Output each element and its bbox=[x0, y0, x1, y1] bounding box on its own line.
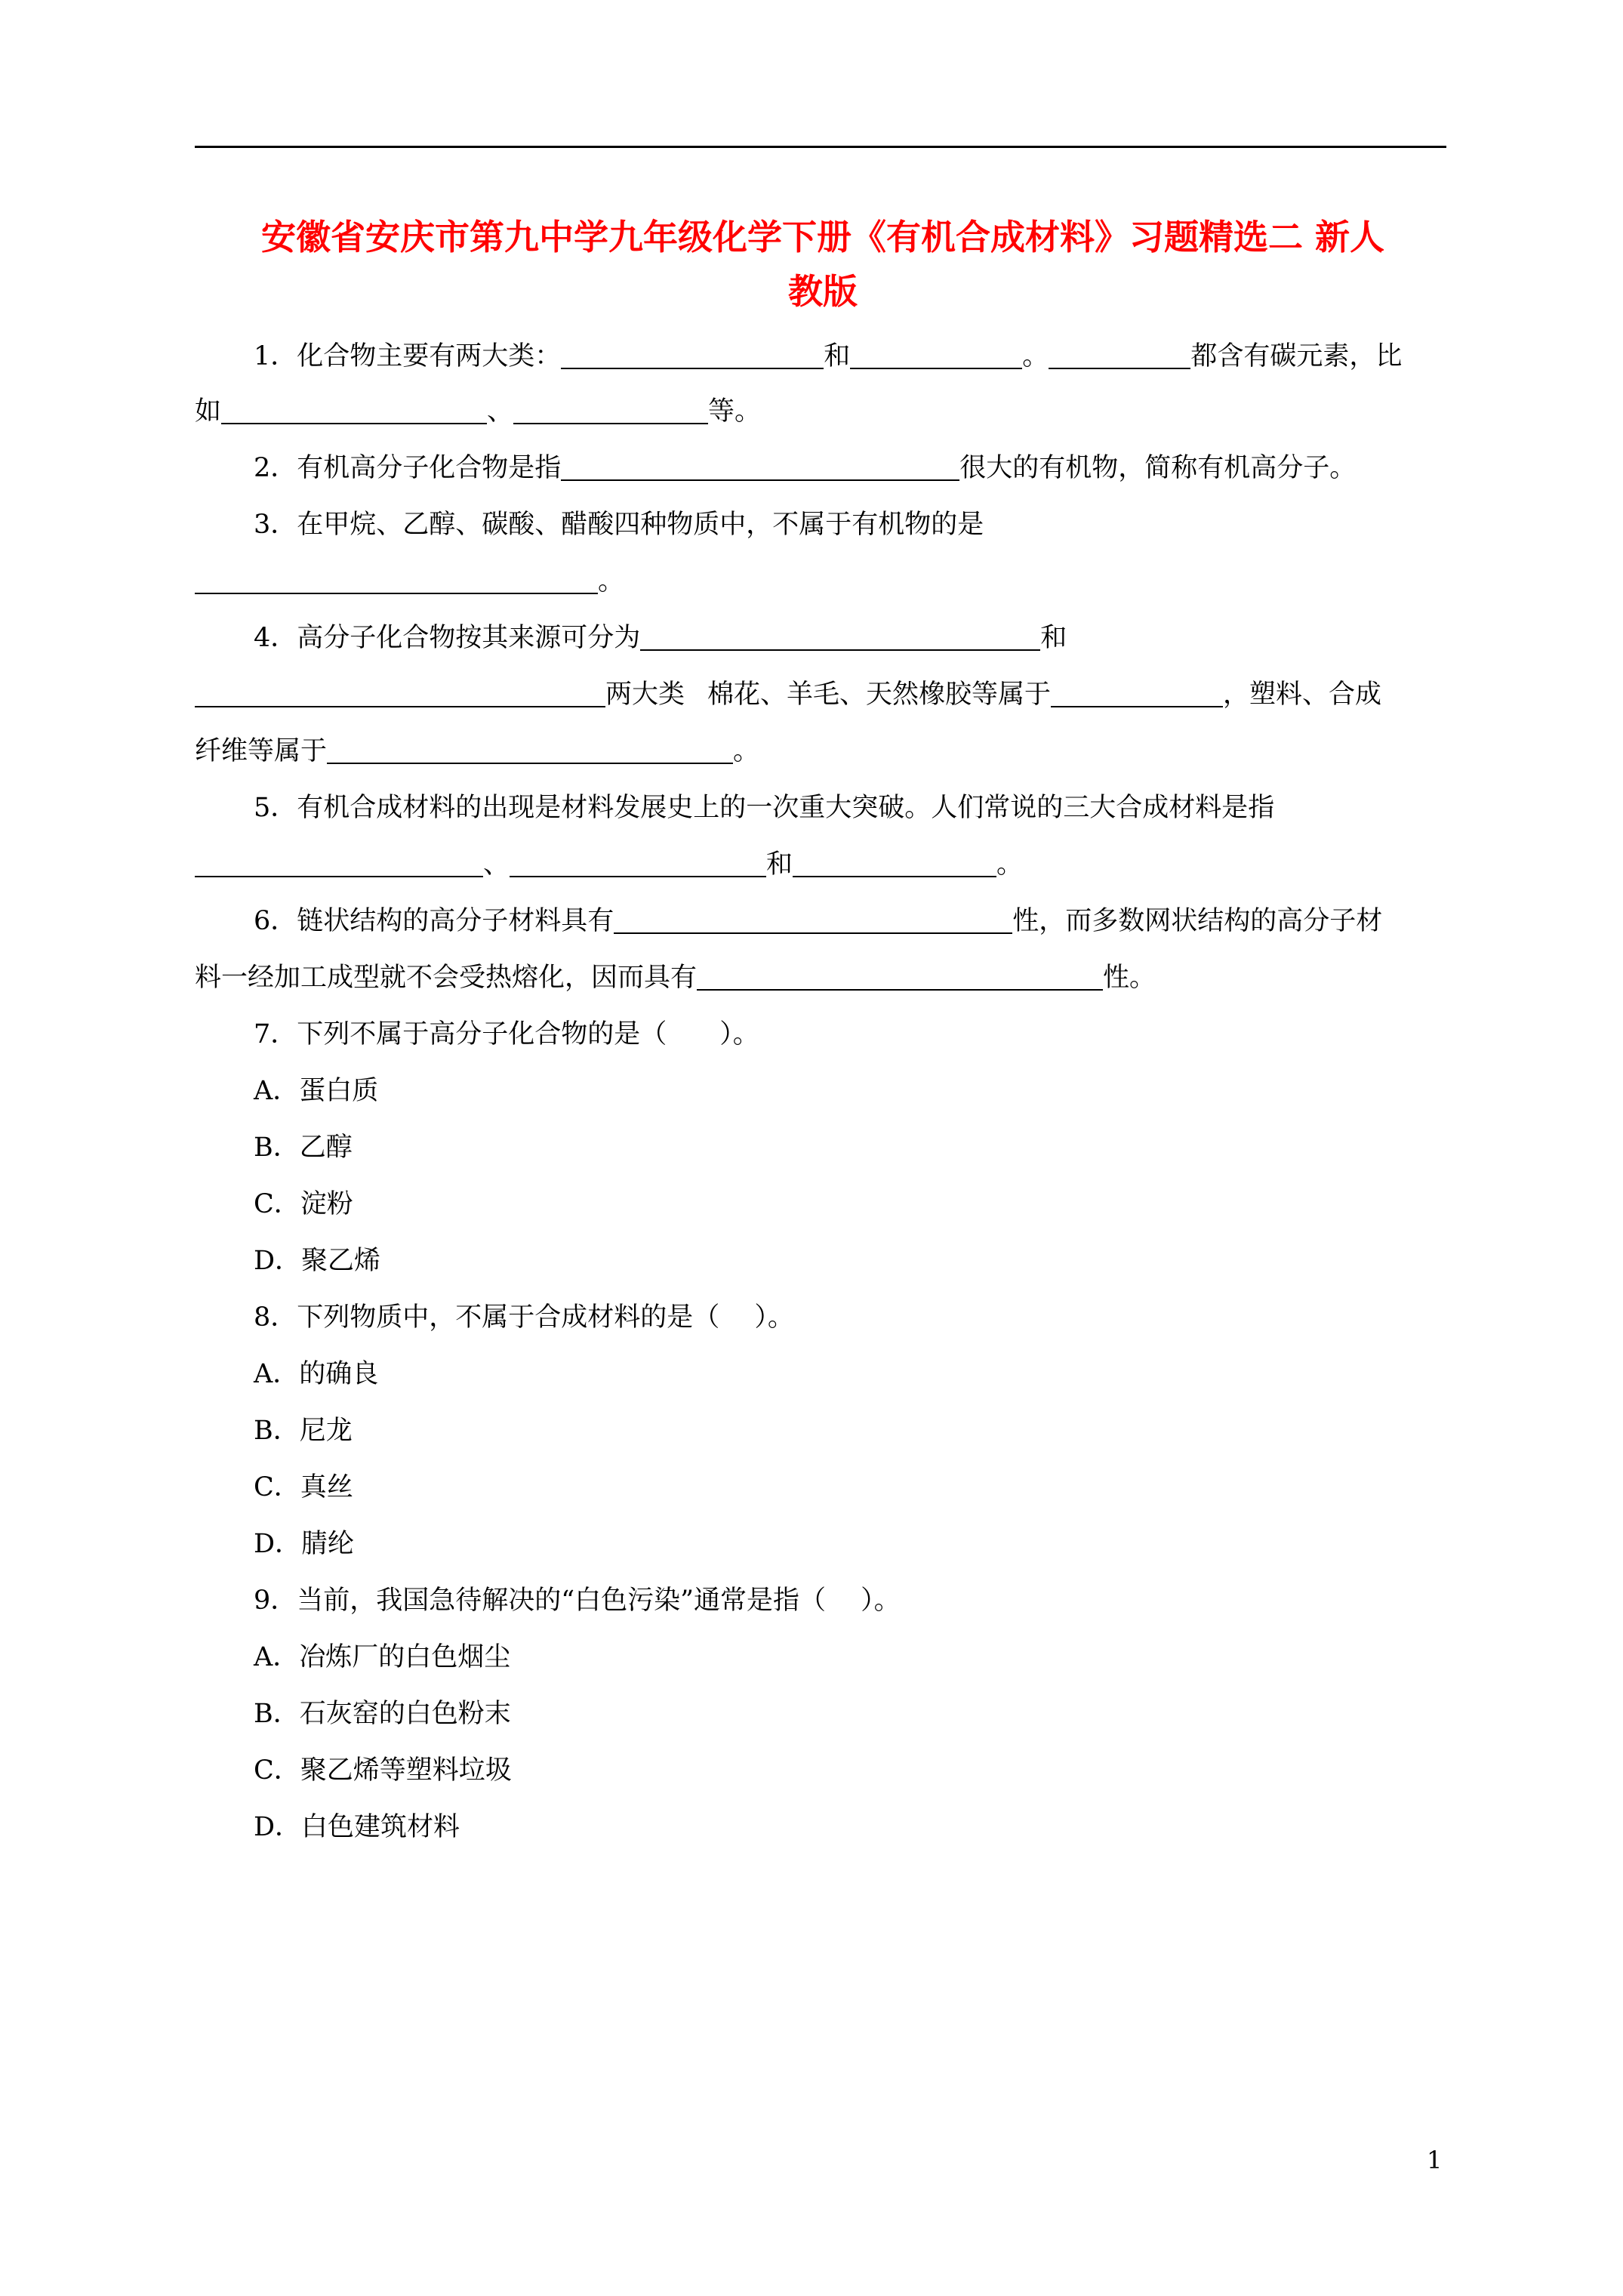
question-1-line-2: 如 、 等。 bbox=[195, 396, 762, 427]
question-8-option-b[interactable]: B．尼龙 bbox=[254, 1416, 353, 1446]
page-title bbox=[181, 210, 1464, 319]
question-1-line-1: 1．化合物主要有两大类： 和 。 都含有碳元素，比 bbox=[254, 341, 1403, 371]
title-line-1: 安徽省安庆市第九中学九年级化学下册《有机合成材料》习题精选二 新人 bbox=[260, 217, 1384, 257]
question-4-line-2: 两大类 棉花、羊毛、天然橡胶等属于 ，塑料、合成 bbox=[195, 680, 1381, 710]
answer-blank[interactable] bbox=[793, 853, 996, 877]
question-6-line-1: 6．链状结构的高分子材料具有 性，而多数网状结构的高分子材 bbox=[254, 906, 1383, 936]
question-2: 2．有机高分子化合物是指 很大的有机物，简称有机高分子。 bbox=[254, 453, 1357, 483]
question-7-option-b[interactable]: B．乙醇 bbox=[254, 1133, 353, 1163]
question-9-option-a[interactable]: A．冶炼厂的白色烟尘 bbox=[254, 1642, 511, 1672]
question-4-line-1: 4．高分子化合物按其来源可分为 和 bbox=[254, 623, 1067, 653]
question-3-line-1: 3．在甲烷、乙醇、碳酸、醋酸四种物质中，不属于有机物的是 bbox=[254, 510, 984, 540]
answer-blank[interactable] bbox=[850, 345, 1022, 369]
answer-blank[interactable] bbox=[1049, 345, 1190, 369]
answer-blank[interactable] bbox=[640, 627, 1040, 651]
answer-blank[interactable] bbox=[697, 966, 1103, 991]
question-7-option-c[interactable]: C．淀粉 bbox=[254, 1189, 353, 1219]
answer-blank[interactable] bbox=[1051, 683, 1223, 707]
question-4-line-3: 纤维等属于 。 bbox=[195, 736, 760, 766]
question-5-line-1: 5．有机合成材料的出现是材料发展史上的一次重大突破。人们常说的三大合成材料是指 bbox=[254, 793, 1275, 823]
question-9-stem: 9．当前，我国急待解决的“白色污染”通常是指（ ）。 bbox=[254, 1586, 901, 1616]
question-8-option-d[interactable]: D．腈纶 bbox=[254, 1529, 355, 1559]
question-9-option-c[interactable]: C．聚乙烯等塑料垃圾 bbox=[254, 1755, 512, 1786]
answer-blank[interactable] bbox=[561, 345, 824, 369]
question-9-option-d[interactable]: D．白色建筑材料 bbox=[254, 1812, 460, 1842]
question-3-line-2: 。 bbox=[195, 566, 624, 596]
question-8-option-a[interactable]: A．的确良 bbox=[254, 1359, 379, 1389]
question-7-stem: 7．下列不属于高分子化合物的是（ ）。 bbox=[254, 1019, 759, 1049]
answer-blank[interactable] bbox=[561, 457, 959, 481]
header-rule bbox=[195, 146, 1446, 148]
question-8-stem: 8．下列物质中，不属于合成材料的是（ ）。 bbox=[254, 1302, 794, 1333]
answer-blank[interactable] bbox=[510, 853, 766, 877]
answer-blank[interactable] bbox=[195, 570, 598, 594]
answer-blank[interactable] bbox=[513, 400, 708, 424]
question-6-line-2: 料一经加工成型就不会受热熔化，因而具有 性。 bbox=[195, 963, 1156, 993]
answer-blank[interactable] bbox=[327, 740, 733, 764]
answer-blank[interactable] bbox=[614, 910, 1012, 934]
title-line-2: 教版 bbox=[788, 271, 858, 312]
question-5-line-2: 、 和 。 bbox=[195, 849, 1023, 880]
answer-blank[interactable] bbox=[195, 853, 483, 877]
page-number: 1 bbox=[1427, 2146, 1443, 2174]
answer-blank[interactable] bbox=[195, 683, 605, 707]
answer-blank[interactable] bbox=[221, 400, 487, 424]
question-8-option-c[interactable]: C．真丝 bbox=[254, 1472, 353, 1502]
question-7-option-a[interactable]: A．蛋白质 bbox=[254, 1076, 379, 1106]
question-9-option-b[interactable]: B．石灰窑的白色粉末 bbox=[254, 1699, 511, 1729]
question-7-option-d[interactable]: D．聚乙烯 bbox=[254, 1246, 381, 1276]
